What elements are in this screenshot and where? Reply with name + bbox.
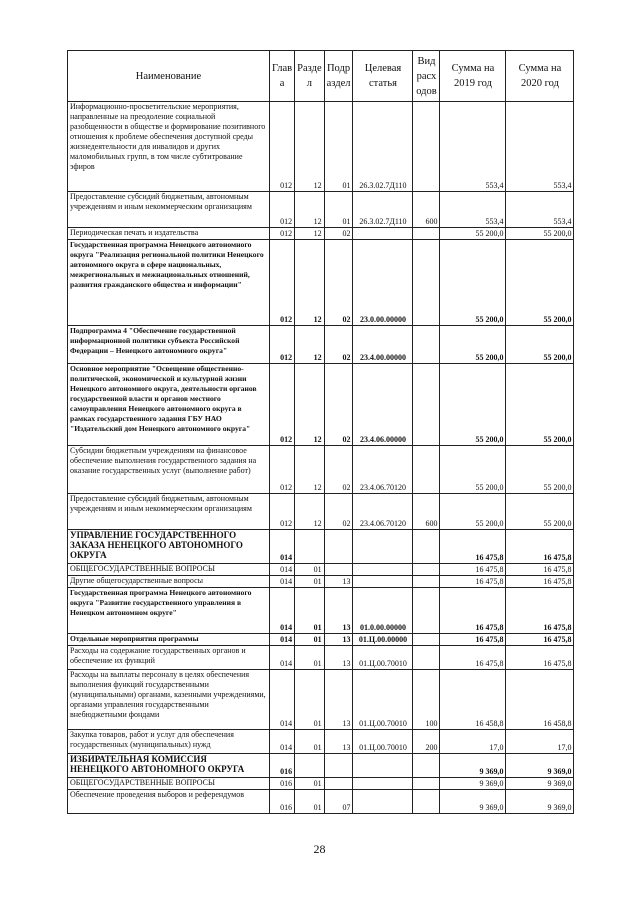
- row-sum-2020: 9 369,0: [506, 778, 574, 790]
- row-glava: 016: [270, 778, 295, 790]
- row-podrazdel: 02: [324, 446, 353, 494]
- row-glava: 012: [270, 228, 295, 240]
- row-podrazdel: 02: [324, 240, 353, 326]
- row-vid: [413, 778, 440, 790]
- row-name: УПРАВЛЕНИЕ ГОСУДАРСТВЕННОГО ЗАКАЗА НЕНЕЦКОГО АВТОНОМНОГО ОКРУГА: [68, 530, 270, 564]
- row-sum-2019: 16 475,8: [440, 588, 506, 634]
- row-glava: 016: [270, 790, 295, 814]
- row-podrazdel: 02: [324, 494, 353, 530]
- row-target: 26.3.02.7Д110: [353, 102, 413, 192]
- row-target: [353, 564, 413, 576]
- table-row: [68, 588, 574, 634]
- row-sum-2019: 9 369,0: [440, 790, 506, 814]
- row-name: Государственная программа Ненецкого автономного округа "Реализация региональной политики Ненецкого автономного округа в сфере национальных, межрегиональных и межнациональных отношений, развития гражданского общества и информации": [68, 240, 270, 326]
- row-sum-2020: 17,0: [506, 730, 574, 754]
- row-sum-2019: 16 475,8: [440, 530, 506, 564]
- table-row: [68, 494, 574, 530]
- row-sum-2020: 55 200,0: [506, 326, 574, 364]
- row-sum-2019: 16 475,8: [440, 576, 506, 588]
- table-row: [68, 634, 574, 646]
- row-sum-2020: 16 458,8: [506, 670, 574, 730]
- row-podrazdel: [324, 778, 353, 790]
- row-sum-2019: 9 369,0: [440, 754, 506, 778]
- row-sum-2020: 16 475,8: [506, 646, 574, 670]
- row-vid: 100: [413, 670, 440, 730]
- row-podrazdel: 01: [324, 102, 353, 192]
- row-target: [353, 790, 413, 814]
- row-razdel: 12: [295, 102, 324, 192]
- row-name: Обеспечение проведения выборов и референдумов: [68, 790, 270, 814]
- row-sum-2020: 55 200,0: [506, 240, 574, 326]
- row-sum-2019: 17,0: [440, 730, 506, 754]
- row-glava: 012: [270, 240, 295, 326]
- row-sum-2019: 9 369,0: [440, 778, 506, 790]
- row-sum-2020: 9 369,0: [506, 790, 574, 814]
- row-vid: [413, 754, 440, 778]
- row-podrazdel: 02: [324, 228, 353, 240]
- header-target: Целевая статья: [353, 51, 413, 102]
- row-target: 01.Ц.00.70010: [353, 670, 413, 730]
- budget-table: [67, 50, 574, 814]
- table-row: [68, 778, 574, 790]
- row-podrazdel: 13: [324, 670, 353, 730]
- row-razdel: 01: [295, 646, 324, 670]
- row-sum-2020: 55 200,0: [506, 364, 574, 446]
- row-target: 23.4.06.00000: [353, 364, 413, 446]
- row-vid: [413, 240, 440, 326]
- row-vid: [413, 646, 440, 670]
- row-podrazdel: 07: [324, 790, 353, 814]
- table-row: [68, 446, 574, 494]
- row-podrazdel: 01: [324, 192, 353, 228]
- row-razdel: 01: [295, 778, 324, 790]
- row-sum-2019: 16 475,8: [440, 564, 506, 576]
- row-podrazdel: 02: [324, 326, 353, 364]
- table-row: [68, 730, 574, 754]
- table-row: [68, 530, 574, 564]
- row-glava: 014: [270, 730, 295, 754]
- row-target: [353, 576, 413, 588]
- row-name: Предоставление субсидий бюджетным, автономным учреждениям и иным некоммерческим организациям: [68, 494, 270, 530]
- row-sum-2019: 55 200,0: [440, 494, 506, 530]
- row-sum-2020: 9 369,0: [506, 754, 574, 778]
- row-sum-2019: 55 200,0: [440, 446, 506, 494]
- row-vid: [413, 576, 440, 588]
- row-razdel: 12: [295, 326, 324, 364]
- row-sum-2019: 55 200,0: [440, 228, 506, 240]
- row-name: Подпрограмма 4 "Обеспечение государственной информационной политики субъекта Российской Федерации – Ненецкого автономного округа": [68, 326, 270, 364]
- row-glava: 014: [270, 576, 295, 588]
- row-target: [353, 530, 413, 564]
- row-name: ОБЩЕГОСУДАРСТВЕННЫЕ ВОПРОСЫ: [68, 778, 270, 790]
- row-razdel: 01: [295, 670, 324, 730]
- row-razdel: 12: [295, 446, 324, 494]
- row-target: [353, 778, 413, 790]
- row-target: [353, 228, 413, 240]
- row-podrazdel: [324, 564, 353, 576]
- row-razdel: 01: [295, 588, 324, 634]
- row-vid: [413, 446, 440, 494]
- row-name: Периодическая печать и издательства: [68, 228, 270, 240]
- row-sum-2019: 16 458,8: [440, 670, 506, 730]
- row-razdel: 12: [295, 192, 324, 228]
- row-name: Другие общегосударственные вопросы: [68, 576, 270, 588]
- row-glava: 012: [270, 326, 295, 364]
- header-sum-2019: Сумма на 2019 год: [440, 51, 506, 102]
- row-sum-2020: 553,4: [506, 192, 574, 228]
- row-vid: 600: [413, 494, 440, 530]
- row-podrazdel: 02: [324, 364, 353, 446]
- row-razdel: 01: [295, 634, 324, 646]
- row-glava: 014: [270, 646, 295, 670]
- row-razdel: 12: [295, 364, 324, 446]
- row-razdel: 12: [295, 228, 324, 240]
- row-razdel: 01: [295, 790, 324, 814]
- table-row: [68, 364, 574, 446]
- row-glava: 014: [270, 588, 295, 634]
- row-sum-2019: 55 200,0: [440, 240, 506, 326]
- row-target: [353, 754, 413, 778]
- row-glava: 014: [270, 634, 295, 646]
- row-target: 23.4.06.70120: [353, 494, 413, 530]
- table-row: [68, 240, 574, 326]
- page-number: 28: [313, 842, 326, 856]
- header-podrazdel: Подр аздел: [324, 51, 353, 102]
- header-sum-2020: Сумма на 2020 год: [506, 51, 574, 102]
- row-sum-2020: 55 200,0: [506, 228, 574, 240]
- header-vid: Вид расх одов: [413, 51, 440, 102]
- row-name: Субсидии бюджетным учреждениям на финансовое обеспечение выполнения государственного задания на оказание государственных услуг (выполнение работ): [68, 446, 270, 494]
- row-vid: [413, 326, 440, 364]
- row-name: Расходы на выплаты персоналу в целях обеспечения выполнения функций государственными (муниципальными) органами, казенными учреждениями, органами управления государственными внебюджетными фондами: [68, 670, 270, 730]
- row-vid: [413, 228, 440, 240]
- row-name: Расходы на содержание государственных органов и обеспечение их функций: [68, 646, 270, 670]
- row-target: 01.0.00.00000: [353, 588, 413, 634]
- row-podrazdel: [324, 754, 353, 778]
- table-row: [68, 576, 574, 588]
- row-vid: [413, 530, 440, 564]
- row-name: Информационно-просветительские мероприятия, направленные на преодоление социальной разобщенности в обществе и формирование позитивного отношения к проблеме обеспечения доступной среды жизнедеятельности для инвалидов и других маломобильных групп, в том числе субтитрование эфиров: [68, 102, 270, 192]
- row-podrazdel: 13: [324, 576, 353, 588]
- row-razdel: 01: [295, 730, 324, 754]
- header-name: Наименование: [68, 51, 270, 102]
- table-row: [68, 326, 574, 364]
- row-podrazdel: 13: [324, 634, 353, 646]
- header-glava: Глав а: [270, 51, 295, 102]
- row-glava: 014: [270, 564, 295, 576]
- row-sum-2020: 16 475,8: [506, 634, 574, 646]
- row-glava: 016: [270, 754, 295, 778]
- table-row: [68, 564, 574, 576]
- table-row: [68, 192, 574, 228]
- row-glava: 012: [270, 192, 295, 228]
- row-name: ИЗБИРАТЕЛЬНАЯ КОМИССИЯ НЕНЕЦКОГО АВТОНОМНОГО ОКРУГА: [68, 754, 270, 778]
- row-name: Предоставление субсидий бюджетным, автономным учреждениям и иным некоммерческим организациям: [68, 192, 270, 228]
- row-podrazdel: [324, 530, 353, 564]
- table-row: [68, 670, 574, 730]
- row-name: Государственная программа Ненецкого автономного округа "Развитие государственного управления в Ненецком автономном округе": [68, 588, 270, 634]
- row-name: Отдельные мероприятия программы: [68, 634, 270, 646]
- row-vid: [413, 364, 440, 446]
- row-target: 01.Ц.00.70010: [353, 730, 413, 754]
- row-sum-2020: 16 475,8: [506, 576, 574, 588]
- row-podrazdel: 13: [324, 730, 353, 754]
- row-glava: 014: [270, 670, 295, 730]
- row-razdel: 12: [295, 494, 324, 530]
- table-row: [68, 102, 574, 192]
- row-razdel: [295, 530, 324, 564]
- row-name: Закупка товаров, работ и услуг для обеспечения государственных (муниципальных) нужд: [68, 730, 270, 754]
- row-razdel: [295, 754, 324, 778]
- row-sum-2019: 16 475,8: [440, 646, 506, 670]
- header-razdel: Разде л: [295, 51, 324, 102]
- row-sum-2020: 55 200,0: [506, 446, 574, 494]
- row-vid: [413, 102, 440, 192]
- row-sum-2020: 553,4: [506, 102, 574, 192]
- row-sum-2020: 16 475,8: [506, 530, 574, 564]
- table-row: [68, 646, 574, 670]
- row-target: 23.4.06.70120: [353, 446, 413, 494]
- row-razdel: 12: [295, 240, 324, 326]
- row-vid: 200: [413, 730, 440, 754]
- row-sum-2020: 16 475,8: [506, 588, 574, 634]
- row-target: 01.Ц.00.00000: [353, 634, 413, 646]
- row-sum-2020: 16 475,8: [506, 564, 574, 576]
- row-vid: [413, 564, 440, 576]
- row-target: 26.3.02.7Д110: [353, 192, 413, 228]
- row-target: 23.4.00.00000: [353, 326, 413, 364]
- row-podrazdel: 13: [324, 646, 353, 670]
- row-sum-2019: 553,4: [440, 192, 506, 228]
- table-row: [68, 790, 574, 814]
- row-glava: 012: [270, 494, 295, 530]
- row-target: 01.Ц.00.70010: [353, 646, 413, 670]
- table-row: [68, 754, 574, 778]
- row-name: ОБЩЕГОСУДАРСТВЕННЫЕ ВОПРОСЫ: [68, 564, 270, 576]
- row-vid: [413, 634, 440, 646]
- row-vid: 600: [413, 192, 440, 228]
- table-row: [68, 228, 574, 240]
- header-row: [68, 51, 574, 102]
- row-glava: 012: [270, 364, 295, 446]
- row-glava: 012: [270, 446, 295, 494]
- row-vid: [413, 790, 440, 814]
- row-name: Основное мероприятие "Освещение общественно-политической, экономической и культурной жизни Ненецкого автономного округа, деятельности органов государственной власти и органов местного самоуправления Ненецкого автономного округа в рамках государственного задания ГБУ НАО "Издательский дом Ненецкого автономного округа": [68, 364, 270, 446]
- row-razdel: 01: [295, 564, 324, 576]
- row-sum-2019: 16 475,8: [440, 634, 506, 646]
- row-razdel: 01: [295, 576, 324, 588]
- row-sum-2019: 55 200,0: [440, 364, 506, 446]
- row-podrazdel: 13: [324, 588, 353, 634]
- row-sum-2019: 553,4: [440, 102, 506, 192]
- row-target: 23.0.00.00000: [353, 240, 413, 326]
- row-vid: [413, 588, 440, 634]
- row-sum-2020: 55 200,0: [506, 494, 574, 530]
- row-sum-2019: 55 200,0: [440, 326, 506, 364]
- row-glava: 012: [270, 102, 295, 192]
- row-glava: 014: [270, 530, 295, 564]
